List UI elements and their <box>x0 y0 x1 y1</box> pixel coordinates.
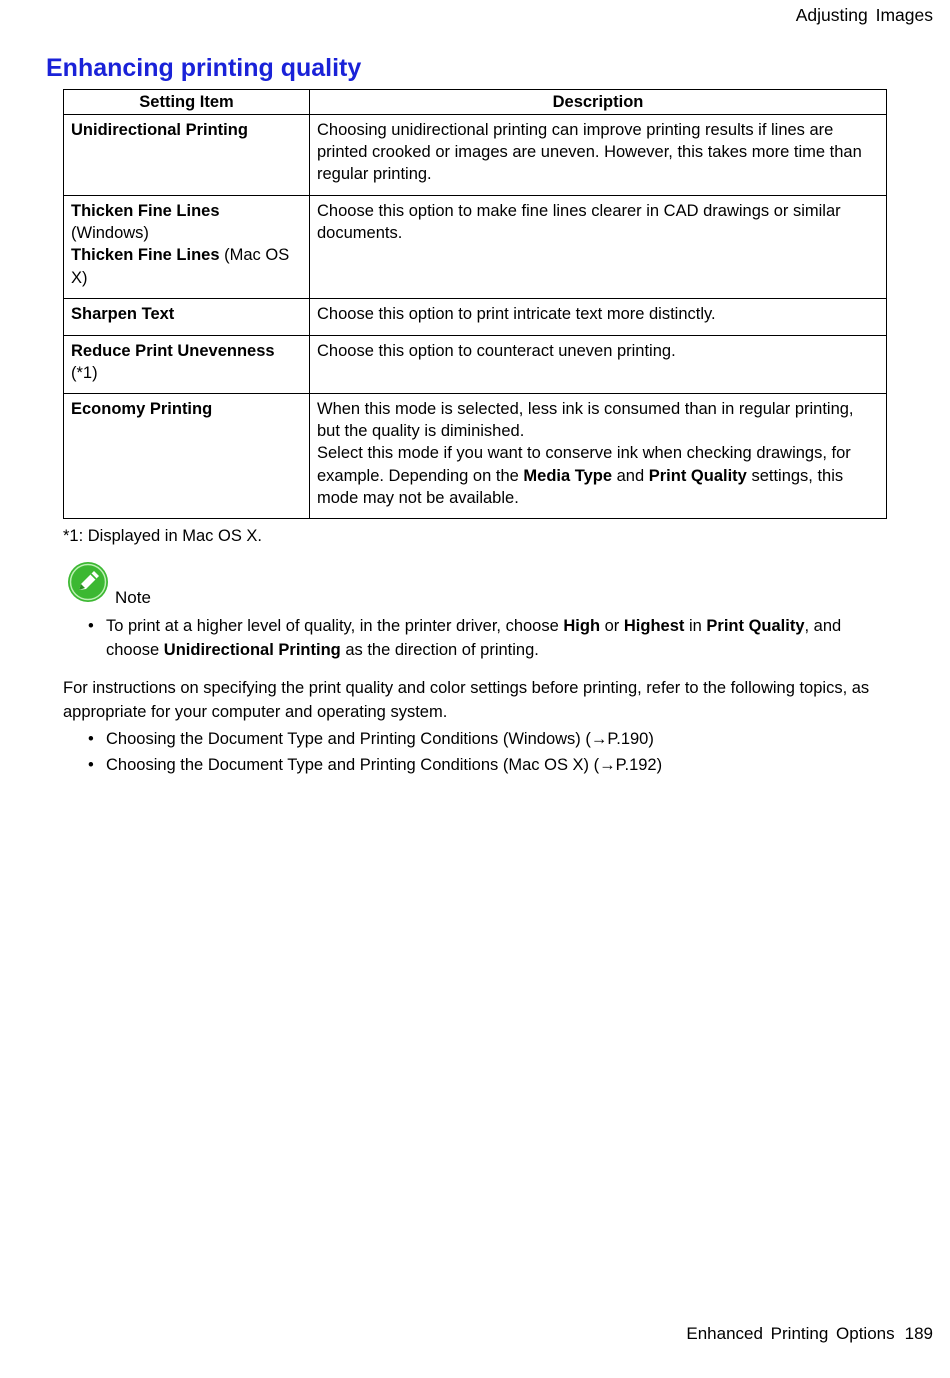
footer-chapter: Enhanced Printing Options <box>686 1324 895 1343</box>
table-row <box>64 299 887 336</box>
table-row <box>64 115 887 196</box>
topic-link-windows[interactable]: • Choosing the Document Type and Printing Conditions (Windows) (→P.190) <box>84 726 884 752</box>
pencil-icon <box>67 561 109 603</box>
setting-item-cell: Economy Printing <box>64 394 310 519</box>
settings-table <box>63 89 887 519</box>
topic-list <box>84 726 884 778</box>
table-footnote: *1: Displayed in Mac OS X. <box>63 527 262 545</box>
note-list <box>84 614 884 662</box>
page-number: 189 <box>904 1324 933 1343</box>
setting-item-cell: Reduce Print Unevenness (*1) <box>64 336 310 394</box>
table-row <box>64 336 887 394</box>
running-header: Adjusting Images <box>795 5 933 25</box>
table-header-row <box>64 90 887 115</box>
setting-item-cell: Sharpen Text <box>64 299 310 336</box>
description-cell: Choose this option to make fine lines clearer in CAD drawings or similar documents. <box>310 196 887 299</box>
setting-item-cell: Thicken Fine Lines (Windows) Thicken Fine Lines (Mac OS X) <box>64 196 310 299</box>
list-item: • To print at a higher level of quality, in the printer driver, choose High or Highest in Print Quality, and choose Unidirectional Printing as the direction of printing. <box>84 614 884 662</box>
page-footer <box>686 1324 933 1344</box>
column-header-setting-item: Setting Item <box>64 90 310 115</box>
setting-item-cell: Unidirectional Printing <box>64 115 310 196</box>
description-cell: Choose this option to counteract uneven printing. <box>310 336 887 394</box>
instructions-paragraph: For instructions on specifying the print quality and color settings before printing, refer to the following topics, as appropriate for your computer and operating system. <box>63 679 870 721</box>
note-label: Note <box>115 588 151 607</box>
description-cell: Choose this option to print intricate text more distinctly. <box>310 299 887 336</box>
description-cell: When this mode is selected, less ink is consumed than in regular printing, but the quality is diminished. Select this mode if you want to conserve ink when checking drawings, for example. Depending on the Media Type and Print Quality settings, this mode may not be available. <box>310 394 887 519</box>
topic-link-mac[interactable]: • Choosing the Document Type and Printing Conditions (Mac OS X) (→P.192) <box>84 752 884 778</box>
description-cell: Choosing unidirectional printing can improve printing results if lines are printed crooked or images are uneven. However, this takes more time than regular printing. <box>310 115 887 196</box>
column-header-description: Description <box>310 90 887 115</box>
section-title: Enhancing printing quality <box>46 54 362 82</box>
table-row <box>64 394 887 519</box>
table-row <box>64 196 887 299</box>
